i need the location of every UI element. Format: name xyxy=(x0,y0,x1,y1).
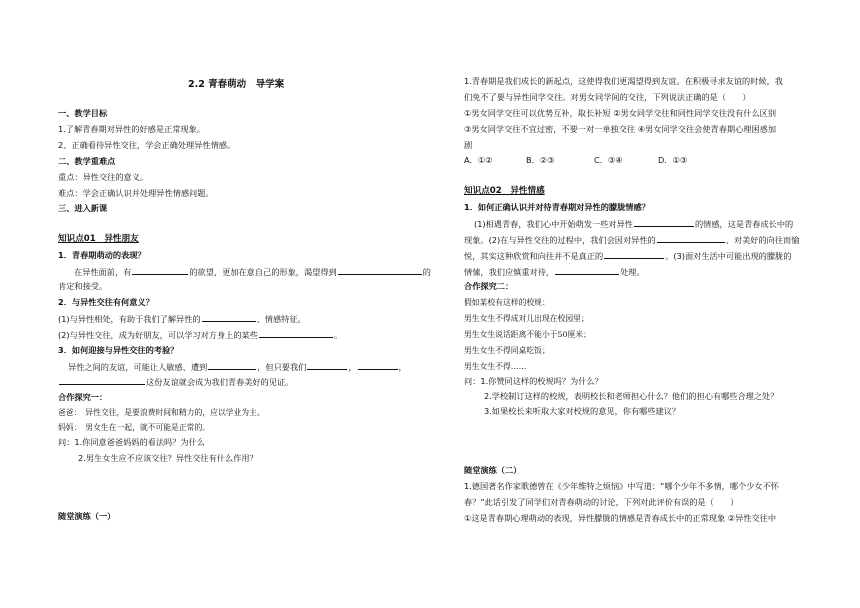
option-b[interactable]: B．②③ xyxy=(526,155,555,165)
objective-1: 1.了解青春期对异性的好感是正常现象。 xyxy=(58,124,205,134)
kp2-text-c: 现象。(2)在与异性交往的过程中，我们会因对异性的 xyxy=(464,235,656,245)
kp2-text-e: 悦，其实这种欣赏和向往并不是真正的 xyxy=(464,251,604,261)
fill-blank[interactable] xyxy=(555,266,619,275)
q2-text-a: (1)与异性相处，有助于我们了解异性的 xyxy=(58,314,201,324)
practice-2-q1-line-1: 1.德国著名作家歌德曾在《少年维特之烦恼》中写道：“哪个少年不多情，哪个少女不怀 xyxy=(464,481,779,491)
practice-2-q1-line-2: 春？”此话引发了同学们对青春萌动的讨论，下列对此评价有误的是（ ） xyxy=(464,497,739,507)
kp2-text-f: 。(3)面对生活中可能出现的朦胧的 xyxy=(665,251,792,261)
objective-2: 2、正确看待异性交往，学会正确处理异性情感。 xyxy=(58,140,236,150)
fill-blank[interactable] xyxy=(338,266,422,275)
section-heading-keypoints: 二、教学重难点 xyxy=(58,156,116,166)
kp2-fill-line-2 xyxy=(464,234,799,246)
school-rule-intro: 假如某校有这样的校规： xyxy=(464,298,550,307)
school-rule-4: 男生女生不得…… xyxy=(464,362,527,371)
q3-text-d: ， xyxy=(398,362,407,372)
inquiry-question-1: 问：1.你同意爸爸妈妈的看法吗？为什么 xyxy=(58,437,205,447)
kp2-fill-line-1 xyxy=(474,218,793,230)
fill-blank[interactable] xyxy=(59,376,145,385)
mcq-1-stem-line-1: 1.青春期是我们成长的新起点，这使得我们更渴望得到友谊。在积极寻求友谊的时候，我 xyxy=(464,76,783,86)
section-heading-new-lesson: 三、进入新课 xyxy=(58,203,108,213)
kp2-text-h: 处理。 xyxy=(620,267,645,277)
q1-text-c: 的 xyxy=(422,267,431,277)
q2-text-b: 、情感特征。 xyxy=(256,314,306,324)
option-d[interactable]: D．①③ xyxy=(658,155,688,165)
dad-statement: 爸爸： 异性交往，是要浪费时间和精力的，应以学业为主。 xyxy=(58,408,265,417)
kp2-question-1: 1．如何正确认识并对待青春期对异性的朦胧情感？ xyxy=(464,202,650,212)
kp2-fill-line-4 xyxy=(464,266,645,278)
question-1: 1．青春期萌动的表现？ xyxy=(58,250,146,260)
fill-blank[interactable] xyxy=(208,361,256,370)
mcq-1-statement-line-3: 剧 xyxy=(464,140,473,150)
inquiry-question-2: 2.男生女生应不应该交往？异性交往有什么作用？ xyxy=(78,453,258,463)
inquiry-2-question-1: 问：1.你赞同这样的校规吗？为什么？ xyxy=(464,376,603,386)
mcq-1-options xyxy=(464,155,687,166)
question-2: 2．与异性交往有何意义？ xyxy=(58,297,154,307)
question-2-line-2 xyxy=(58,329,342,341)
q1-text-b: 的欲望，更加在意自己的形象，渴望得到 xyxy=(189,267,337,277)
question-1-fill-line xyxy=(74,266,431,278)
knowledge-point-1-heading: 知识点01 异性朋友 xyxy=(58,234,139,244)
kp2-text-b: 的情感，这是青春成长中的 xyxy=(694,219,794,229)
section-heading-objectives: 一、教学目标 xyxy=(58,108,108,118)
fill-blank[interactable] xyxy=(634,218,694,227)
mcq-1-statement-line-1: ①男女同学交往可以优势互补，取长补短 ②男女同学交往和同性同学交往没有什么区别 xyxy=(464,108,777,118)
question-3: 3．如何迎接与异性交往的考验？ xyxy=(58,345,179,355)
question-3-line-2 xyxy=(58,376,293,388)
q3-text-a: 异性之间的友谊，可能让人敏感、遭到 xyxy=(68,362,208,372)
inquiry-2-question-3: 3.如果校长来听取大家对校规的意见，你有哪些建议？ xyxy=(484,406,681,416)
option-c[interactable]: C．③④ xyxy=(594,155,623,165)
cooperative-inquiry-1-heading: 合作探究一： xyxy=(58,392,108,402)
fill-blank[interactable] xyxy=(132,266,188,275)
school-rule-3: 男生女生不得同桌吃饭； xyxy=(464,346,550,355)
q3-text-c: ， xyxy=(348,362,357,372)
page-title: 2.2 青春萌动 导学案 xyxy=(188,79,285,90)
q1-text-d: 肯定和接受。 xyxy=(58,281,108,291)
school-rule-2: 男生女生说话距离不能小于50厘米； xyxy=(464,330,591,339)
fill-blank[interactable] xyxy=(202,313,256,322)
mcq-1-stem-line-2: 们免不了要与异性同学交往。对男女同学间的交往，下列说法正确的是（ ） xyxy=(464,92,751,102)
question-2-line-1 xyxy=(58,313,306,325)
difficult-point: 难点：学会正确认识并处理异性情感问题。 xyxy=(58,188,214,198)
practice-2-heading: 随堂演练（二） xyxy=(464,465,522,475)
fill-blank[interactable] xyxy=(259,329,333,338)
cooperative-inquiry-2-heading: 合作探究二： xyxy=(464,281,514,291)
q1-text-a: 在异性面前，有 xyxy=(74,267,132,277)
q3-text-e: 这份友谊就会成为我们青春美好的见证。 xyxy=(146,377,294,387)
mom-statement: 妈妈： 男女生在一起，就不可能是正常的。 xyxy=(58,423,211,432)
fill-blank[interactable] xyxy=(307,361,347,370)
practice-2-q1-line-3: ①这是青春期心理萌动的表现，异性朦胧的情感是青春成长中的正常现象 ②异性交往中 xyxy=(464,513,777,523)
option-a[interactable]: A．①② xyxy=(464,155,493,165)
practice-1-heading: 随堂演练（一） xyxy=(58,511,116,521)
fill-blank[interactable] xyxy=(657,234,725,243)
school-rule-1: 男生女生不得成对儿出现在校园里； xyxy=(464,314,589,323)
fill-blank[interactable] xyxy=(604,250,664,259)
q3-text-b: ，但只要我们 xyxy=(257,362,307,372)
mcq-1-statement-line-2: ③男女同学交往不宜过密，不要一对一单独交往 ④男女同学交往会使青春期心理困惑加 xyxy=(464,124,777,134)
fill-blank[interactable] xyxy=(358,361,398,370)
key-point: 重点：异性交往的意义。 xyxy=(58,172,149,182)
kp2-fill-line-3 xyxy=(464,250,791,262)
kp2-text-g: 情愫，我们应慎重对待， xyxy=(464,267,555,277)
kp2-text-a: (1)相遇青春，我们心中开始萌发一些对异性 xyxy=(474,219,633,229)
inquiry-2-question-2: 2.学校制订这样的校规，表明校长和老师担心什么？他们的担心有哪些合理之处？ xyxy=(484,391,779,401)
kp2-text-d: 、对美好的向往而愉 xyxy=(725,235,800,245)
knowledge-point-2-heading: 知识点02 异性情感 xyxy=(464,186,545,196)
question-3-line-1 xyxy=(68,361,407,373)
q2-text-c: (2)与异性交往，成为好朋友，可以学习对方身上的某些 xyxy=(58,330,258,340)
q2-text-d: 。 xyxy=(333,330,343,340)
